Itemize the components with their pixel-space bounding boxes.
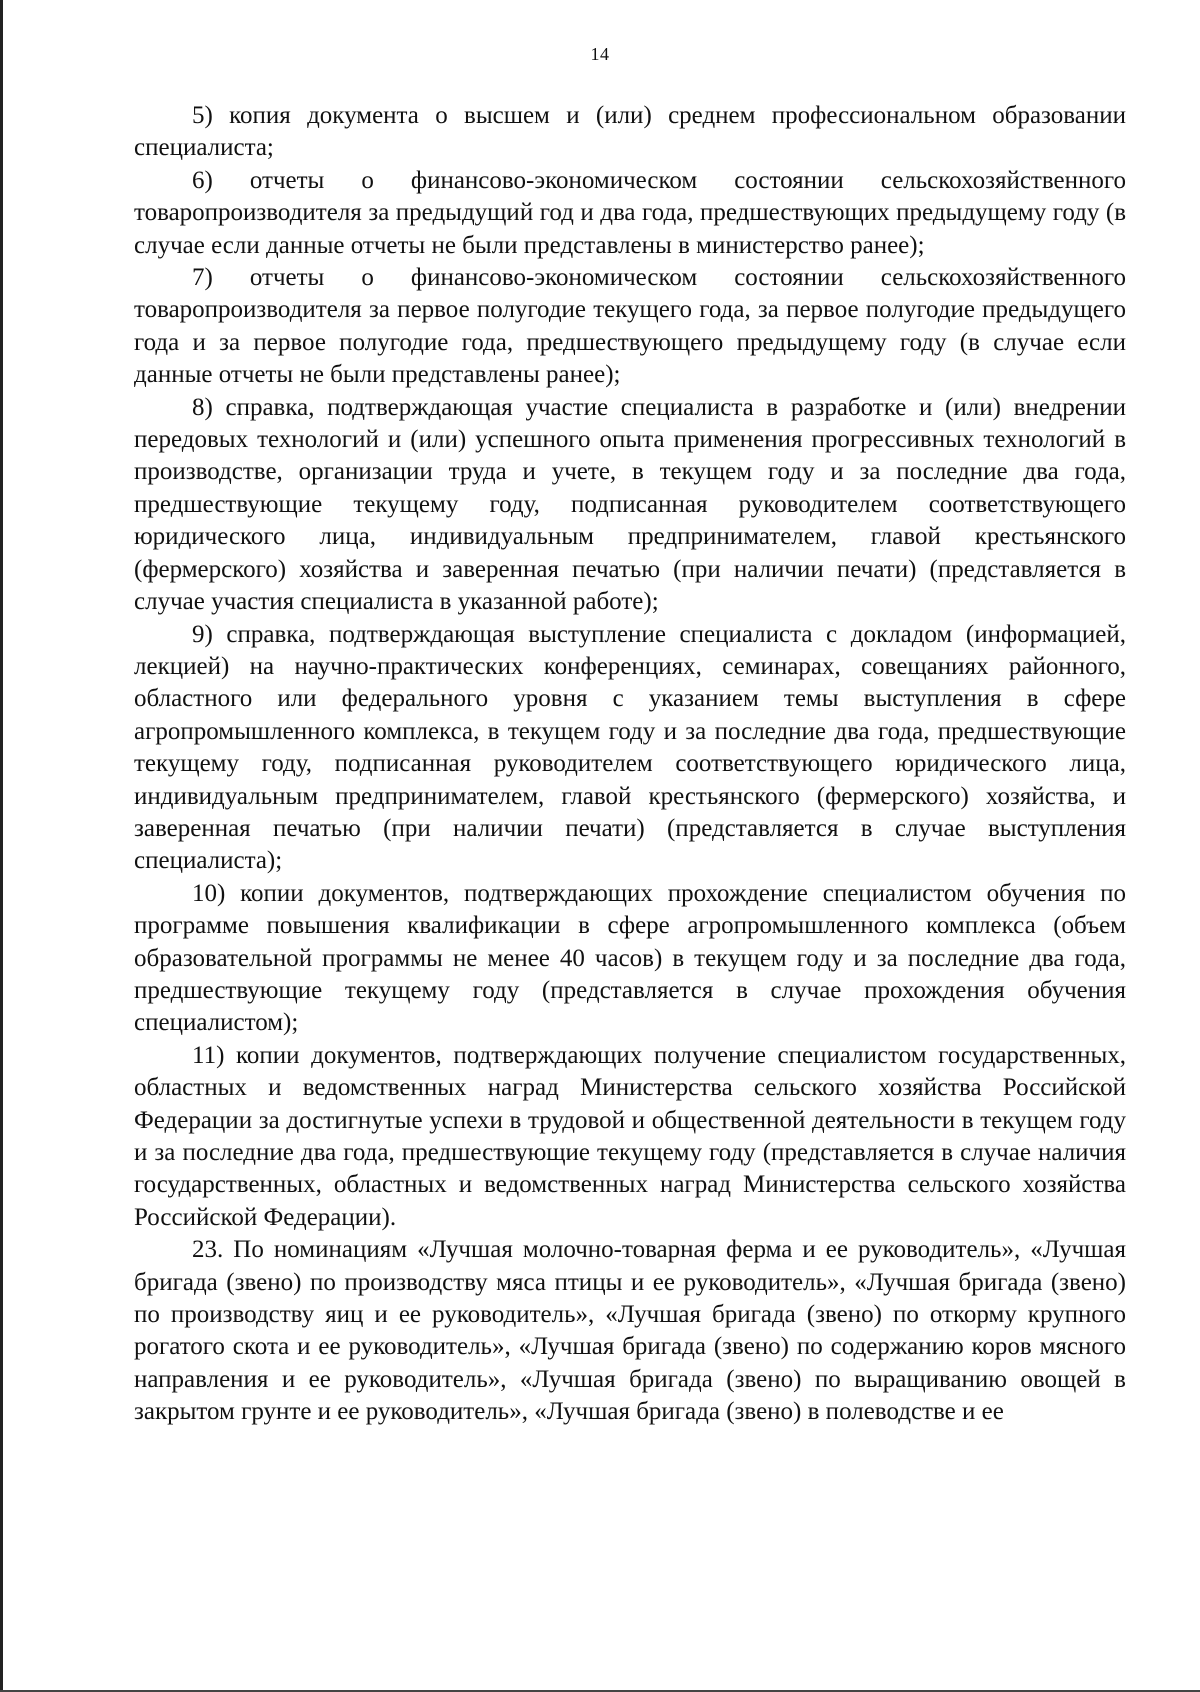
paragraph-item-10: 10) копии документов, подтверждающих прохождение специалистом обучения по программе повышения квалификации в сфере агропромышленного комплекса (объем образовательной программы не менее 40 часов) в текущем году и за последние два года, предшествующие текущему году (представляется в случае прохождения обучения специалистом);	[134, 879, 1126, 1037]
paragraph-item-9: 9) справка, подтверждающая выступление специалиста с докладом (информацией, лекцией) на научно-практических конференциях, семинарах, совещаниях районного, областного или федерального уровня с указанием темы выступления в сфере агропромышленного комплекса, в текущем году и за последние два года, предшествующие текущему году, подписанная руководителем соответствующего юридического лица, индивидуальным предпринимателем, главой крестьянского (фермерского) хозяйства, и заверенная печатью (при наличии печати) (представляется в случае выступления специалиста);	[134, 620, 1126, 875]
document-body	[134, 100, 1126, 1429]
paragraph-item-6: 6) отчеты о финансово-экономическом состоянии сельскохозяйственного товаропроизводителя за предыдущий год и два года, предшествующих предыдущему году (в случае если данные отчеты не были представлены в министерство ранее);	[134, 166, 1126, 259]
page-number: 14	[590, 44, 610, 64]
scan-left-edge	[0, 0, 3, 1692]
paragraph-item-8: 8) справка, подтверждающая участие специалиста в разработке и (или) внедрении передовых технологий и (или) успешного опыта применения прогрессивных технологий в производстве, организации труда и учете, в текущем году и за последние два года, предшествующие текущему году, подписанная руководителем соответствующего юридического лица, индивидуальным предпринимателем, главой крестьянского (фермерского) хозяйства и заверенная печатью (при наличии печати) (представляется в случае участия специалиста в указанной работе);	[134, 393, 1126, 616]
paragraph-section-23: 23. По номинациям «Лучшая молочно-товарная ферма и ее руководитель», «Лучшая бригада (звено) по производству мяса птицы и ее руководитель», «Лучшая бригада (звено) по производству яиц и ее руководитель», «Лучшая бригада (звено) по откорму крупного рогатого скота и ее руководитель», «Лучшая бригада (звено) по содержанию коров мясного направления и ее руководитель», «Лучшая бригада (звено) по выращиванию овощей в закрытом грунте и ее руководитель», «Лучшая бригада (звено) в полеводстве и ее	[134, 1236, 1126, 1426]
paragraph-item-7: 7) отчеты о финансово-экономическом состоянии сельскохозяйственного товаропроизводителя за первое полугодие текущего года, за первое полугодие предыдущего года и за первое полугодие года, предшествующего предыдущему году (в случае если данные отчеты не были представлены ранее);	[134, 264, 1126, 389]
paragraph-item-11: 11) копии документов, подтверждающих получение специалистом государственных, областных и ведомственных наград Министерства сельского хозяйства Российской Федерации за достигнутые успехи в трудовой и общественной деятельности в текущем году и за последние два года, предшествующие текущему году (представляется в случае наличия государственных, областных и ведомственных наград Министерства сельского хозяйства Российской Федерации).	[134, 1041, 1126, 1231]
paragraph-item-5: 5) копия документа о высшем и (или) среднем профессиональном образовании специалиста;	[134, 102, 1126, 162]
